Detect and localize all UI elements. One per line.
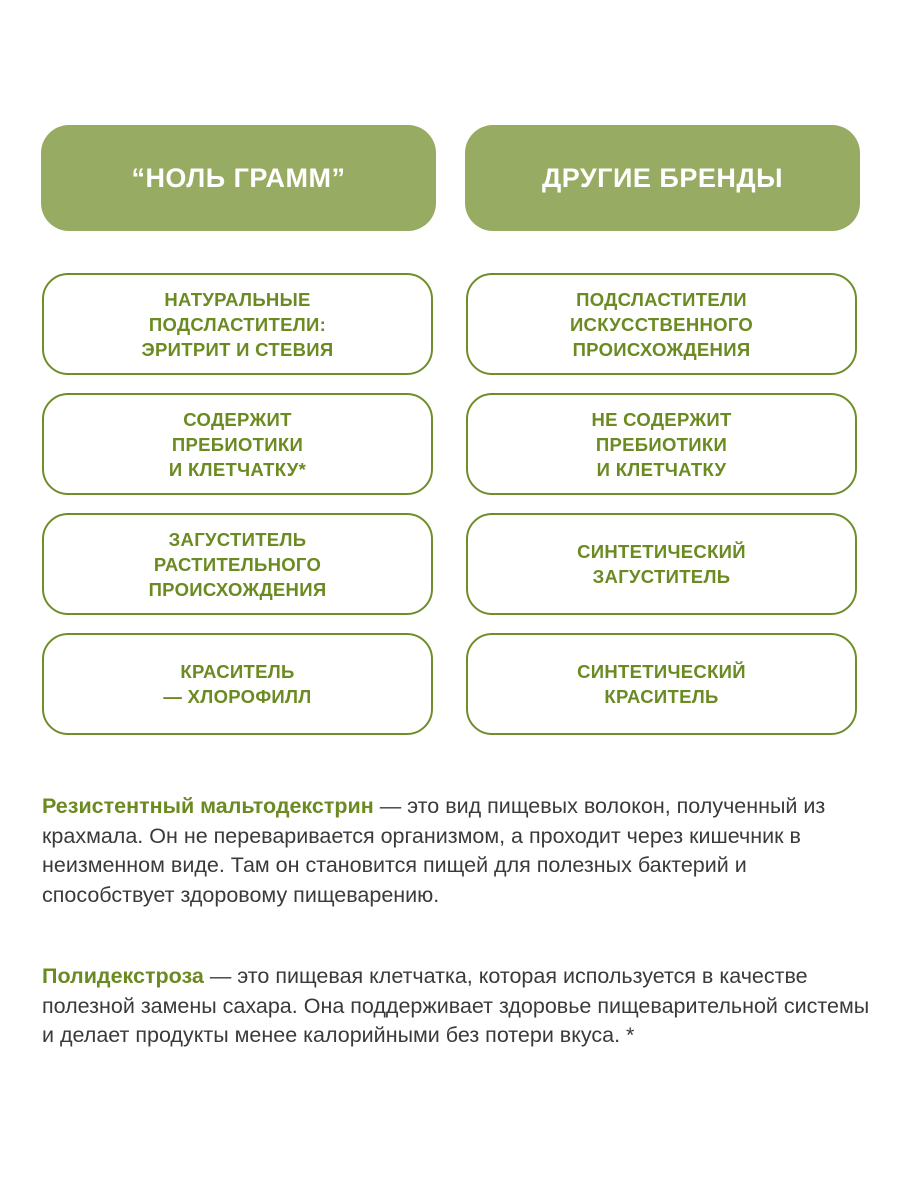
- left-cell-colorant-text: КРАСИТЕЛЬ — ХЛОРОФИЛЛ: [163, 661, 312, 707]
- header-nol-gramm: “НОЛЬ ГРАММ”: [41, 125, 436, 231]
- note-polydextrose: [42, 962, 872, 1051]
- note-polydextrose-text: — это пищевая клетчатка, которая используется в качестве полезной замены сахара. Она поддерживает здоровье пищеварительной системы и делает продукты менее калорийными без потери вкуса. *: [42, 964, 870, 1047]
- left-cell-prebiotics: [42, 393, 433, 495]
- note-maltodextrin: [42, 792, 872, 910]
- note-maltodextrin-term: Резистентный мальтодекстрин: [42, 794, 374, 818]
- note-polydextrose-term: Полидекстроза: [42, 964, 204, 988]
- left-cell-sweeteners: [42, 273, 433, 375]
- right-cell-thickener-text: СИНТЕТИЧЕСКИЙ ЗАГУСТИТЕЛЬ: [577, 541, 746, 587]
- header-other-brands: ДРУГИЕ БРЕНДЫ: [465, 125, 860, 231]
- right-cell-sweeteners: [466, 273, 857, 375]
- right-cell-prebiotics-text: НЕ СОДЕРЖИТ ПРЕБИОТИКИ И КЛЕТЧАТКУ: [591, 408, 732, 480]
- right-cell-colorant: [466, 633, 857, 735]
- note-maltodextrin-text: — это вид пищевых волокон, полученный из крахмала. Он не переваривается организмом, а проходит через кишечник в неизменном виде. Там он становится пищей для полезных бактерий и способствует здоровому пищеварению.: [42, 794, 826, 907]
- left-cell-thickener: [42, 513, 433, 615]
- right-cell-thickener: [466, 513, 857, 615]
- right-cell-sweeteners-text: ПОДСЛАСТИТЕЛИ ИСКУССТВЕННОГО ПРОИСХОЖДЕНИЯ: [569, 288, 754, 360]
- right-cell-colorant-text: СИНТЕТИЧЕСКИЙ КРАСИТЕЛЬ: [577, 661, 746, 707]
- right-cell-prebiotics: [466, 393, 857, 495]
- left-cell-thickener-text: ЗАГУСТИТЕЛЬ РАСТИТЕЛЬНОГО ПРОИСХОЖДЕНИЯ: [148, 528, 327, 600]
- left-cell-sweeteners-text: НАТУРАЛЬНЫЕ ПОДСЛАСТИТЕЛИ: ЭРИТРИТ И СТЕВИЯ: [141, 288, 334, 360]
- left-cell-colorant: [42, 633, 433, 735]
- left-cell-prebiotics-text: СОДЕРЖИТ ПРЕБИОТИКИ И КЛЕТЧАТКУ*: [168, 408, 307, 480]
